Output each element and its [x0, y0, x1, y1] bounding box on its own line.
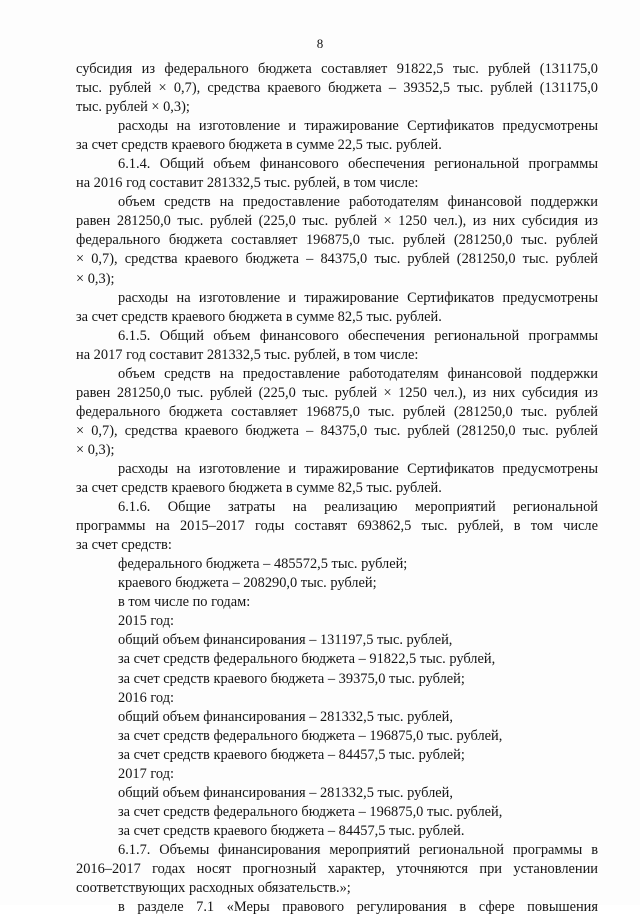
text-line: за счет средств краевого бюджета – 84457,5 тыс. рублей. [118, 822, 465, 839]
text-line: 6.1.4. Общий объем финансового обеспечения региональной программы [118, 156, 598, 173]
text-line: × 0,3); [76, 441, 115, 458]
text-line: общий объем финансирования – 131197,5 тыс. рублей, [118, 632, 453, 649]
text-line: объем средств на предоставление работодателям финансовой поддержки [118, 194, 598, 211]
text-line: федерального бюджета составляет 196875,0 тыс. рублей (281250,0 тыс. рублей [76, 403, 598, 420]
text-line: субсидия из федерального бюджета составляет 91822,5 тыс. рублей (131175,0 [76, 61, 598, 77]
text-line: × 0,7), средства краевого бюджета – 84375,0 тыс. рублей (281250,0 тыс. рублей [76, 251, 598, 268]
text-line: на 2017 год составит 281332,5 тыс. рублей, в том числе: [76, 346, 419, 363]
text-line: равен 281250,0 тыс. рублей (225,0 тыс. рублей × 1250 чел.), из них субсидия из [76, 213, 598, 230]
text-line: 2017 год: [118, 765, 175, 782]
text-line: 2015 год: [118, 613, 175, 630]
text-line: × 0,3); [76, 270, 115, 287]
text-line: федерального бюджета – 485572,5 тыс. рублей; [118, 556, 408, 573]
text-line: расходы на изготовление и тиражирование Сертификатов предусмотрены [118, 460, 598, 477]
text-line: расходы на изготовление и тиражирование Сертификатов предусмотрены [118, 289, 598, 306]
text-line: общий объем финансирования – 281332,5 тыс. рублей, [118, 708, 453, 725]
text-line: программы на 2015–2017 годы составят 693862,5 тыс. рублей, в том числе [76, 518, 598, 535]
text-line: соответствующих расходных обязательств.»; [76, 880, 351, 897]
text-line: тыс. рублей × 0,7), средства краевого бюджета – 39352,5 тыс. рублей (131175,0 [76, 80, 598, 97]
text-line: за счет средств краевого бюджета в сумме 82,5 тыс. рублей. [76, 308, 442, 325]
text-line: общий объем финансирования – 281332,5 тыс. рублей, [118, 784, 453, 801]
text-line: за счет средств краевого бюджета в сумме 22,5 тыс. рублей. [76, 137, 442, 154]
text-line: за счет средств краевого бюджета в сумме 82,5 тыс. рублей. [76, 480, 442, 497]
text-line: в том числе по годам: [118, 594, 251, 611]
text-line: 6.1.5. Общий объем финансового обеспечения региональной программы [118, 327, 598, 344]
text-line: за счет средств краевого бюджета – 84457,5 тыс. рублей; [118, 746, 465, 763]
text-line: 2016–2017 годах носят прогнозный характер, уточняются при установлении [76, 860, 598, 877]
page-number: 8 [316, 36, 324, 51]
text-line: расходы на изготовление и тиражирование Сертификатов предусмотрены [118, 118, 598, 135]
text-line: за счет средств федерального бюджета – 196875,0 тыс. рублей, [118, 803, 503, 820]
text-line: в разделе 7.1 «Меры правового регулирования в сфере повышения [118, 899, 598, 916]
text-line: тыс. рублей × 0,3); [76, 99, 190, 116]
text-line: равен 281250,0 тыс. рублей (225,0 тыс. рублей × 1250 чел.), из них субсидия из [76, 384, 598, 401]
text-line: × 0,7), средства краевого бюджета – 84375,0 тыс. рублей (281250,0 тыс. рублей [76, 422, 598, 439]
text-line: на 2016 год составит 281332,5 тыс. рублей, в том числе: [76, 175, 419, 192]
text-line: за счет средств краевого бюджета – 39375,0 тыс. рублей; [118, 670, 465, 687]
text-line: 6.1.7. Объемы финансирования мероприятий региональной программы в [118, 841, 598, 858]
text-line: за счет средств федерального бюджета – 196875,0 тыс. рублей, [118, 727, 503, 744]
text-line: 6.1.6. Общие затраты на реализацию мероприятий региональной [118, 499, 598, 516]
text-line: объем средств на предоставление работодателям финансовой поддержки [118, 365, 598, 382]
text-line: федерального бюджета составляет 196875,0 тыс. рублей (281250,0 тыс. рублей [76, 232, 598, 249]
text-line: за счет средств: [76, 537, 172, 554]
text-line: краевого бюджета – 208290,0 тыс. рублей; [118, 575, 377, 592]
text-line: 2016 год: [118, 689, 175, 706]
text-line: за счет средств федерального бюджета – 91822,5 тыс. рублей, [118, 651, 496, 668]
document-body [76, 60, 598, 917]
